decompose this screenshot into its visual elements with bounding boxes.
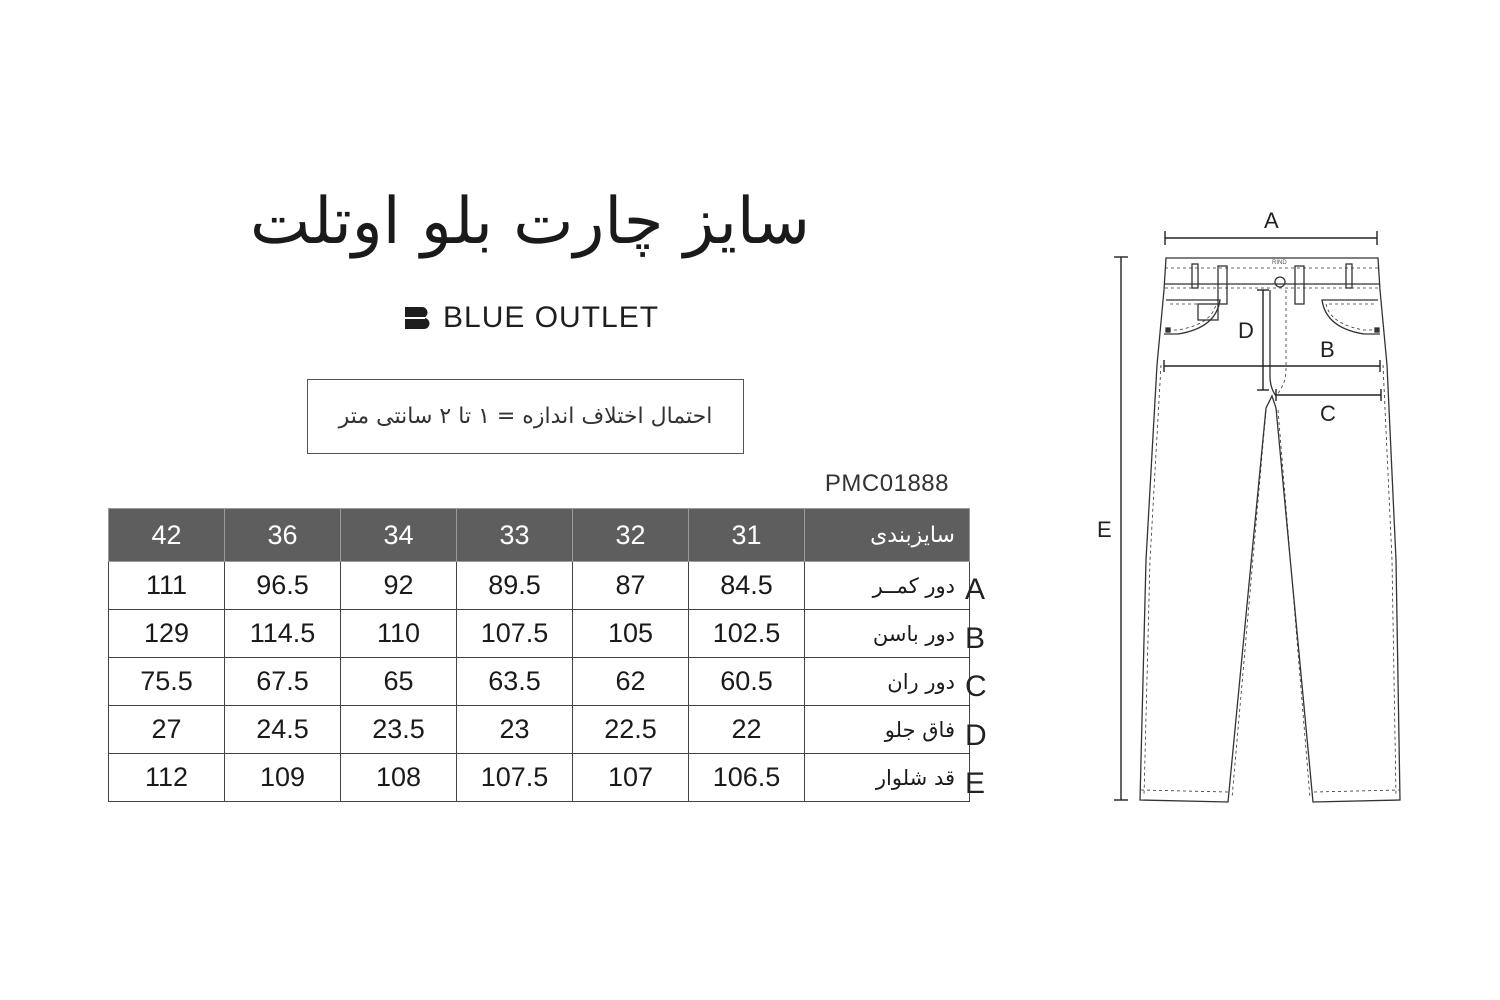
label-a: A [1264, 208, 1279, 233]
row-label: فاق جلو [805, 706, 970, 754]
row-letter: A [965, 573, 986, 606]
table-cell: 96.5 [225, 562, 341, 610]
table-cell: 108 [341, 754, 457, 802]
table-row [109, 562, 970, 610]
label-e: E [1097, 517, 1112, 542]
row-letter: E [965, 767, 986, 800]
table-cell: 84.5 [689, 562, 805, 610]
size-header: 31 [689, 509, 805, 562]
row-label: دور کمــر [805, 562, 970, 610]
table-cell: 107 [573, 754, 689, 802]
table-cell: 89.5 [457, 562, 573, 610]
table-cell: 62 [573, 658, 689, 706]
table-cell: 27 [109, 706, 225, 754]
table-cell: 23 [457, 706, 573, 754]
size-header: 42 [109, 509, 225, 562]
row-letter: C [965, 670, 987, 703]
row-label: قد شلوار [805, 754, 970, 802]
table-cell: 110 [341, 610, 457, 658]
table-cell: 129 [109, 610, 225, 658]
table-cell: 75.5 [109, 658, 225, 706]
table-cell: 22 [689, 706, 805, 754]
table-cell: 109 [225, 754, 341, 802]
table-cell: 107.5 [457, 610, 573, 658]
table-cell: 24.5 [225, 706, 341, 754]
size-table [108, 508, 970, 802]
row-letter: D [965, 718, 987, 752]
table-cell: 60.5 [689, 658, 805, 706]
label-c: C [1320, 401, 1336, 426]
table-cell: 23.5 [341, 706, 457, 754]
table-cell: 65 [341, 658, 457, 706]
brand-name: BLUE OUTLET [443, 301, 660, 334]
size-header: 33 [457, 509, 573, 562]
table-cell: 111 [109, 562, 225, 610]
b-logo-icon [405, 307, 431, 329]
table-cell: 22.5 [573, 706, 689, 754]
product-code: PMC01888 [824, 470, 949, 497]
label-d: D [1238, 318, 1254, 343]
size-header: 34 [341, 509, 457, 562]
row-label: دور ران [805, 658, 970, 706]
page-title: سایز چارت بلو اوتلت [249, 185, 811, 259]
table-row [109, 658, 970, 706]
table-row [109, 754, 970, 802]
row-label: دور باسن [805, 610, 970, 658]
size-header: 32 [573, 509, 689, 562]
size-label-header: سایزبندی [805, 509, 970, 562]
table-cell: 112 [109, 754, 225, 802]
waistband-text: RIND [1272, 260, 1287, 266]
table-cell: 92 [341, 562, 457, 610]
tolerance-note: احتمال اختلاف اندازه = ۱ تا ۲ سانتی متر [307, 379, 744, 454]
table-header-row [109, 509, 970, 562]
jeans-measurement-diagram [1090, 200, 1420, 820]
table-cell: 102.5 [689, 610, 805, 658]
table-row [109, 610, 970, 658]
label-b: B [1320, 337, 1335, 362]
table-cell: 107.5 [457, 754, 573, 802]
table-cell: 63.5 [457, 658, 573, 706]
row-letter: B [965, 621, 986, 655]
table-row [109, 706, 970, 754]
brand [405, 298, 659, 338]
table-cell: 114.5 [225, 610, 341, 658]
row-letters [965, 566, 987, 809]
table-cell: 67.5 [225, 658, 341, 706]
table-cell: 106.5 [689, 754, 805, 802]
table-cell: 87 [573, 562, 689, 610]
size-header: 36 [225, 509, 341, 562]
table-cell: 105 [573, 610, 689, 658]
